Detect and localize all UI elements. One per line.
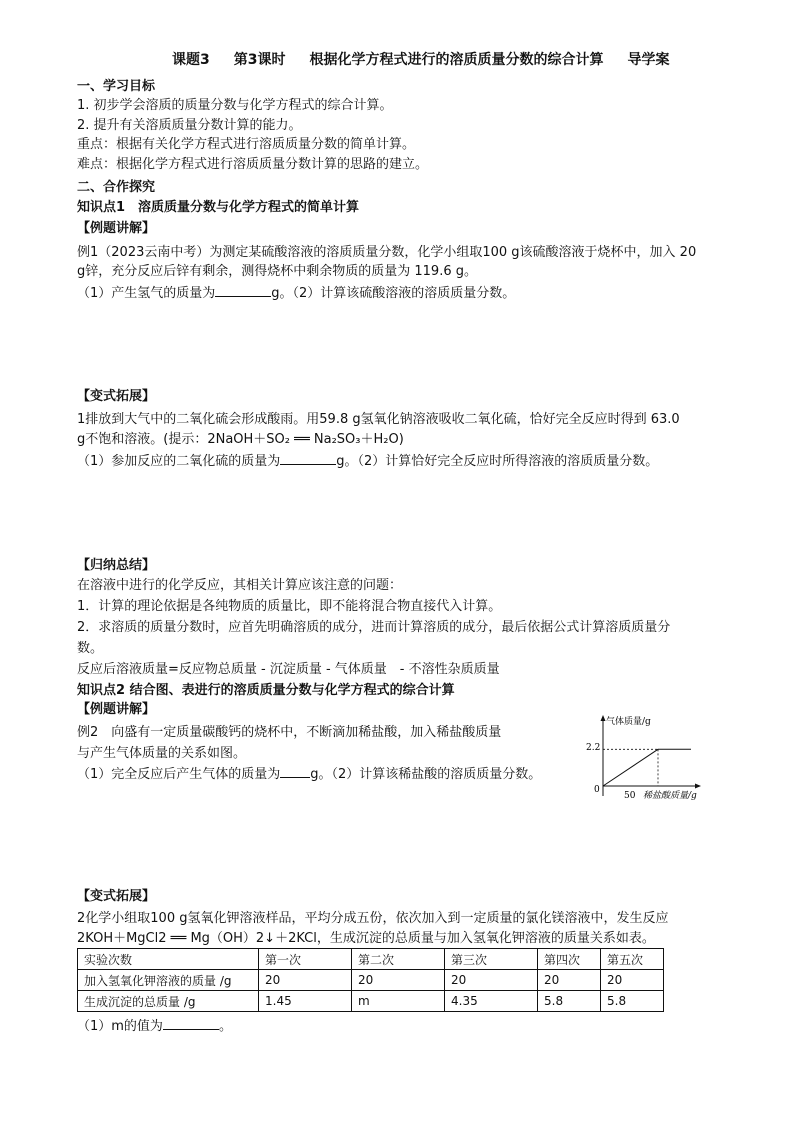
table-cell: m — [352, 991, 445, 1012]
title-type: 导学案 — [627, 52, 670, 68]
extension-1-line-2: g不饱和溶液。(提示：2NaOH＋SO₂ ══ Na₂SO₃＋H₂O) — [77, 432, 404, 447]
answer-blank[interactable] — [215, 284, 271, 297]
table-cell: 20 — [601, 970, 664, 991]
question-text: g。（2）计算该硫酸溶液的溶质质量分数。 — [271, 286, 516, 301]
summary-point-1: 1．计算的理论依据是各纯物质的质量比，即不能将混合物直接代入计算。 — [77, 599, 502, 614]
summary-tag: 【归纳总结】 — [77, 558, 156, 573]
title-name: 根据化学方程式进行的溶质质量分数的综合计算 — [309, 52, 604, 68]
knowledge-point-1: 知识点1 溶质质量分数与化学方程式的简单计算 — [77, 200, 360, 215]
table-cell: 第四次 — [538, 949, 601, 970]
table-cell: 5.8 — [601, 991, 664, 1012]
table-cell: 第二次 — [352, 949, 445, 970]
table-cell: 第三次 — [445, 949, 538, 970]
key-point: 重点：根据有关化学方程式进行溶质质量分数的简单计算。 — [77, 137, 416, 152]
table-cell: 第一次 — [259, 949, 352, 970]
results-table — [77, 948, 664, 1012]
y-axis-label: 气体质量/g — [606, 717, 651, 727]
table-cell: 20 — [445, 970, 538, 991]
answer-blank[interactable] — [163, 1017, 219, 1030]
solution-mass-formula: 反应后溶液质量=反应物总质量 - 沉淀质量 - 气体质量 - 不溶性杂质质量 — [77, 662, 500, 677]
x-axis-label: 稀盐酸质量/g — [643, 791, 697, 801]
example-1-question — [77, 284, 515, 303]
table-cell: 实验次数 — [78, 949, 259, 970]
section-heading-explore: 二、合作探究 — [77, 180, 156, 195]
extension-2-line-1: 2化学小组取100 g氢氧化钾溶液样品，平均分成五份，依次加入到一定质量的氯化镁溶液中，发生反应 — [77, 911, 669, 926]
difficult-point: 难点：根据化学方程式进行溶质质量分数计算的思路的建立。 — [77, 157, 429, 172]
title-lesson: 第3课时 — [233, 52, 286, 68]
extension-1-line-1: 1排放到大气中的二氧化硫会形成酸雨。用59.8 g氢氧化钠溶液吸收二氧化硫，恰好完全反应时得到 63.0 — [77, 412, 680, 427]
table-cell: 20 — [352, 970, 445, 991]
title-topic: 课题3 — [172, 52, 210, 68]
example-tag-1: 【例题讲解】 — [77, 221, 156, 236]
question-text: （1）m的值为 — [77, 1019, 163, 1034]
summary-point-2-line-1: 2．求溶质的质量分数时，应首先明确溶质的成分，进而计算溶质的成分，最后依据公式计算溶质质量分 — [77, 620, 671, 635]
y-axis-arrow — [601, 715, 606, 721]
question-text: （1）参加反应的二氧化硫的质量为 — [77, 454, 281, 469]
table-cell: 第五次 — [601, 949, 664, 970]
extension-2-line-2: 2KOH＋MgCl2 ══ Mg（OH）2↓＋2KCl，生成沉淀的总质量与加入氢氧化钾溶液的质量关系如表。 — [77, 931, 655, 946]
table-cell: 1.45 — [259, 991, 352, 1012]
example-tag-2: 【例题讲解】 — [77, 702, 156, 717]
summary-intro: 在溶液中进行的化学反应，其相关计算应该注意的问题： — [77, 578, 403, 593]
example-1-line-2: g锌，充分反应后锌有剩余，测得烧杯中剩余物质的质量为 119.6 g。 — [77, 264, 477, 279]
knowledge-point-2: 知识点2 结合图、表进行的溶质质量分数与化学方程式的综合计算 — [77, 683, 455, 698]
series-line — [603, 749, 691, 786]
example-1-line-1: 例1（2023云南中考）为测定某硫酸溶液的溶质质量分数，化学小组取100 g该硫酸溶液于烧杯中，加入 20 — [77, 245, 697, 260]
goal-2: 2. 提升有关溶质质量分数计算的能力。 — [77, 118, 302, 133]
extension-tag-1: 【变式拓展】 — [77, 389, 156, 404]
x-tick-label: 50 — [624, 791, 636, 801]
page-title — [172, 50, 694, 70]
question-text: g。（2）计算该稀盐酸的溶质质量分数。 — [310, 767, 542, 782]
goal-1: 1. 初步学会溶质的质量分数与化学方程式的综合计算。 — [77, 98, 393, 113]
table-header-row — [78, 949, 664, 970]
summary-point-2-line-2: 数。 — [77, 641, 104, 656]
table-cell: 生成沉淀的总质量 /g — [78, 991, 259, 1012]
origin-label: 0 — [594, 785, 600, 795]
table-cell: 加入氢氧化钾溶液的质量 /g — [78, 970, 259, 991]
extension-2-question — [77, 1017, 232, 1036]
answer-blank[interactable] — [280, 765, 310, 778]
answer-blank[interactable] — [280, 452, 336, 465]
table-cell: 4.35 — [445, 991, 538, 1012]
example-2-line-2: 与产生气体质量的关系如图。 — [77, 746, 247, 761]
extension-1-question — [77, 452, 658, 471]
gas-mass-chart — [585, 712, 705, 804]
table-cell: 20 — [538, 970, 601, 991]
extension-tag-2: 【变式拓展】 — [77, 889, 156, 904]
table-cell: 20 — [259, 970, 352, 991]
question-text: 。 — [218, 1019, 232, 1034]
y-tick-label: 2.2 — [586, 743, 601, 753]
x-axis-arrow — [695, 784, 701, 789]
question-text: （1）产生氢气的质量为 — [77, 286, 216, 301]
table-row — [78, 970, 664, 991]
example-2-question — [77, 765, 541, 784]
question-text: （1）完全反应后产生气体的质量为 — [77, 767, 281, 782]
section-heading-goals: 一、学习目标 — [77, 79, 156, 94]
table-cell: 5.8 — [538, 991, 601, 1012]
example-2-line-1: 例2 向盛有一定质量碳酸钙的烧杯中，不断滴加稀盐酸，加入稀盐酸质量 — [77, 725, 502, 740]
table-row — [78, 991, 664, 1012]
question-text: g。（2）计算恰好完全反应时所得溶液的溶质质量分数。 — [336, 454, 659, 469]
